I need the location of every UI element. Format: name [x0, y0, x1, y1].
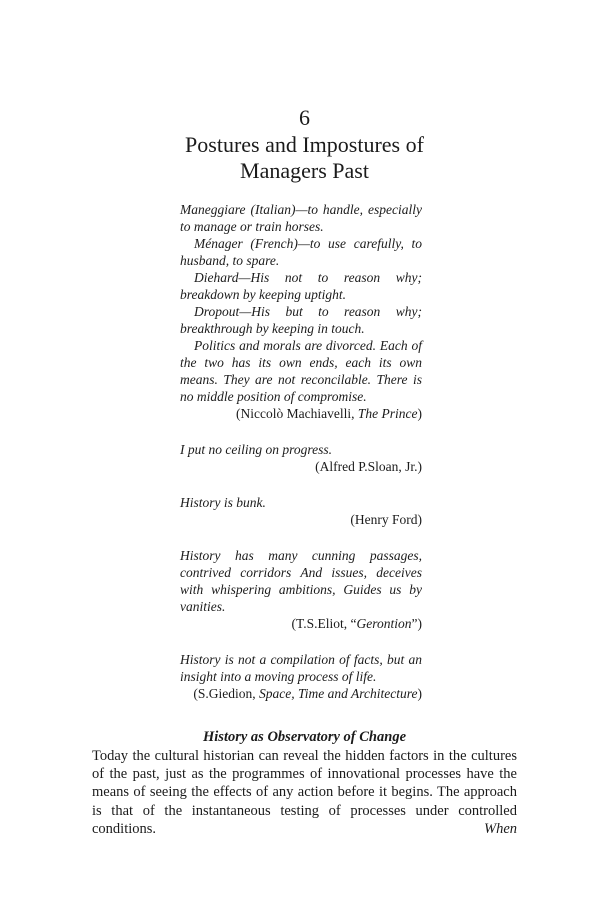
epigraph-paragraph: History is not a compilation of facts, but an insight into a moving process of life.	[180, 652, 422, 684]
epigraph-attribution	[180, 405, 422, 422]
epigraph-paragraph: I put no ceiling on progress.	[180, 442, 332, 457]
attribution-work-title: Space, Time and Architecture	[259, 686, 418, 701]
epigraph-sloan	[180, 441, 422, 475]
epigraph-paragraph: Dropout—His but to reason why; breakthrough by keeping in touch.	[180, 304, 422, 336]
body-text-italic: When	[483, 820, 517, 837]
epigraph-paragraph: Politics and morals are divorced. Each of the two has its own ends, each its own means. They are not reconcilable. There is no middle position of compromise.	[180, 338, 422, 404]
body-text: Today the cultural historian can reveal the hidden factors in the cultures of the past, just as the programmes of innovational processes have the means of seeing the effects of any action before it begins. The approach is that of the instantaneous testing of processes under controlled conditions.	[92, 748, 517, 837]
epigraph-paragraph: History is bunk.	[180, 495, 266, 510]
attribution-work-title: Gerontion	[356, 616, 412, 631]
chapter-title-line1: Postures and Impostures of	[185, 132, 424, 157]
attribution-close: ”)	[411, 616, 422, 631]
epigraph-giedion	[180, 651, 422, 702]
chapter-number: 6	[299, 105, 310, 130]
epigraph-block	[180, 201, 422, 702]
attribution-close: )	[417, 406, 422, 421]
epigraph-paragraph: Ménager (French)—to use carefully, to husband, to spare.	[180, 236, 422, 268]
attribution-author: (Niccolò Machiavelli,	[236, 406, 358, 421]
attribution-author: (T.S.Eliot, “	[291, 616, 357, 631]
attribution-author: (S.Giedion,	[193, 686, 260, 701]
chapter-title	[92, 132, 517, 184]
attribution-close: )	[417, 686, 422, 701]
chapter-title-line2: Managers Past	[240, 158, 369, 183]
attribution-work-title: The Prince	[357, 406, 418, 421]
epigraph-paragraph: History has many cunning passages, contrived corridors And issues, deceives with whispering ambitions, Guides us by vanities.	[180, 548, 422, 614]
section-heading: History as Observatory of Change	[203, 729, 406, 745]
epigraph-paragraph: Maneggiare (Italian)—to handle, especially to manage or train horses.	[180, 202, 422, 234]
epigraph-attribution: (Alfred P.Sloan, Jr.)	[315, 459, 422, 474]
chapter-head	[92, 0, 517, 184]
epigraph-attribution: (Henry Ford)	[350, 512, 422, 527]
epigraph-attribution	[180, 615, 422, 632]
epigraph-attribution	[180, 685, 422, 702]
page-content	[92, 0, 517, 838]
epigraph-eliot	[180, 547, 422, 632]
epigraph-machiavelli	[180, 201, 422, 422]
epigraph-paragraph: Diehard—His not to reason why; breakdown by keeping uptight.	[180, 270, 422, 302]
epigraph-ford	[180, 494, 422, 528]
body-paragraph	[92, 747, 517, 838]
